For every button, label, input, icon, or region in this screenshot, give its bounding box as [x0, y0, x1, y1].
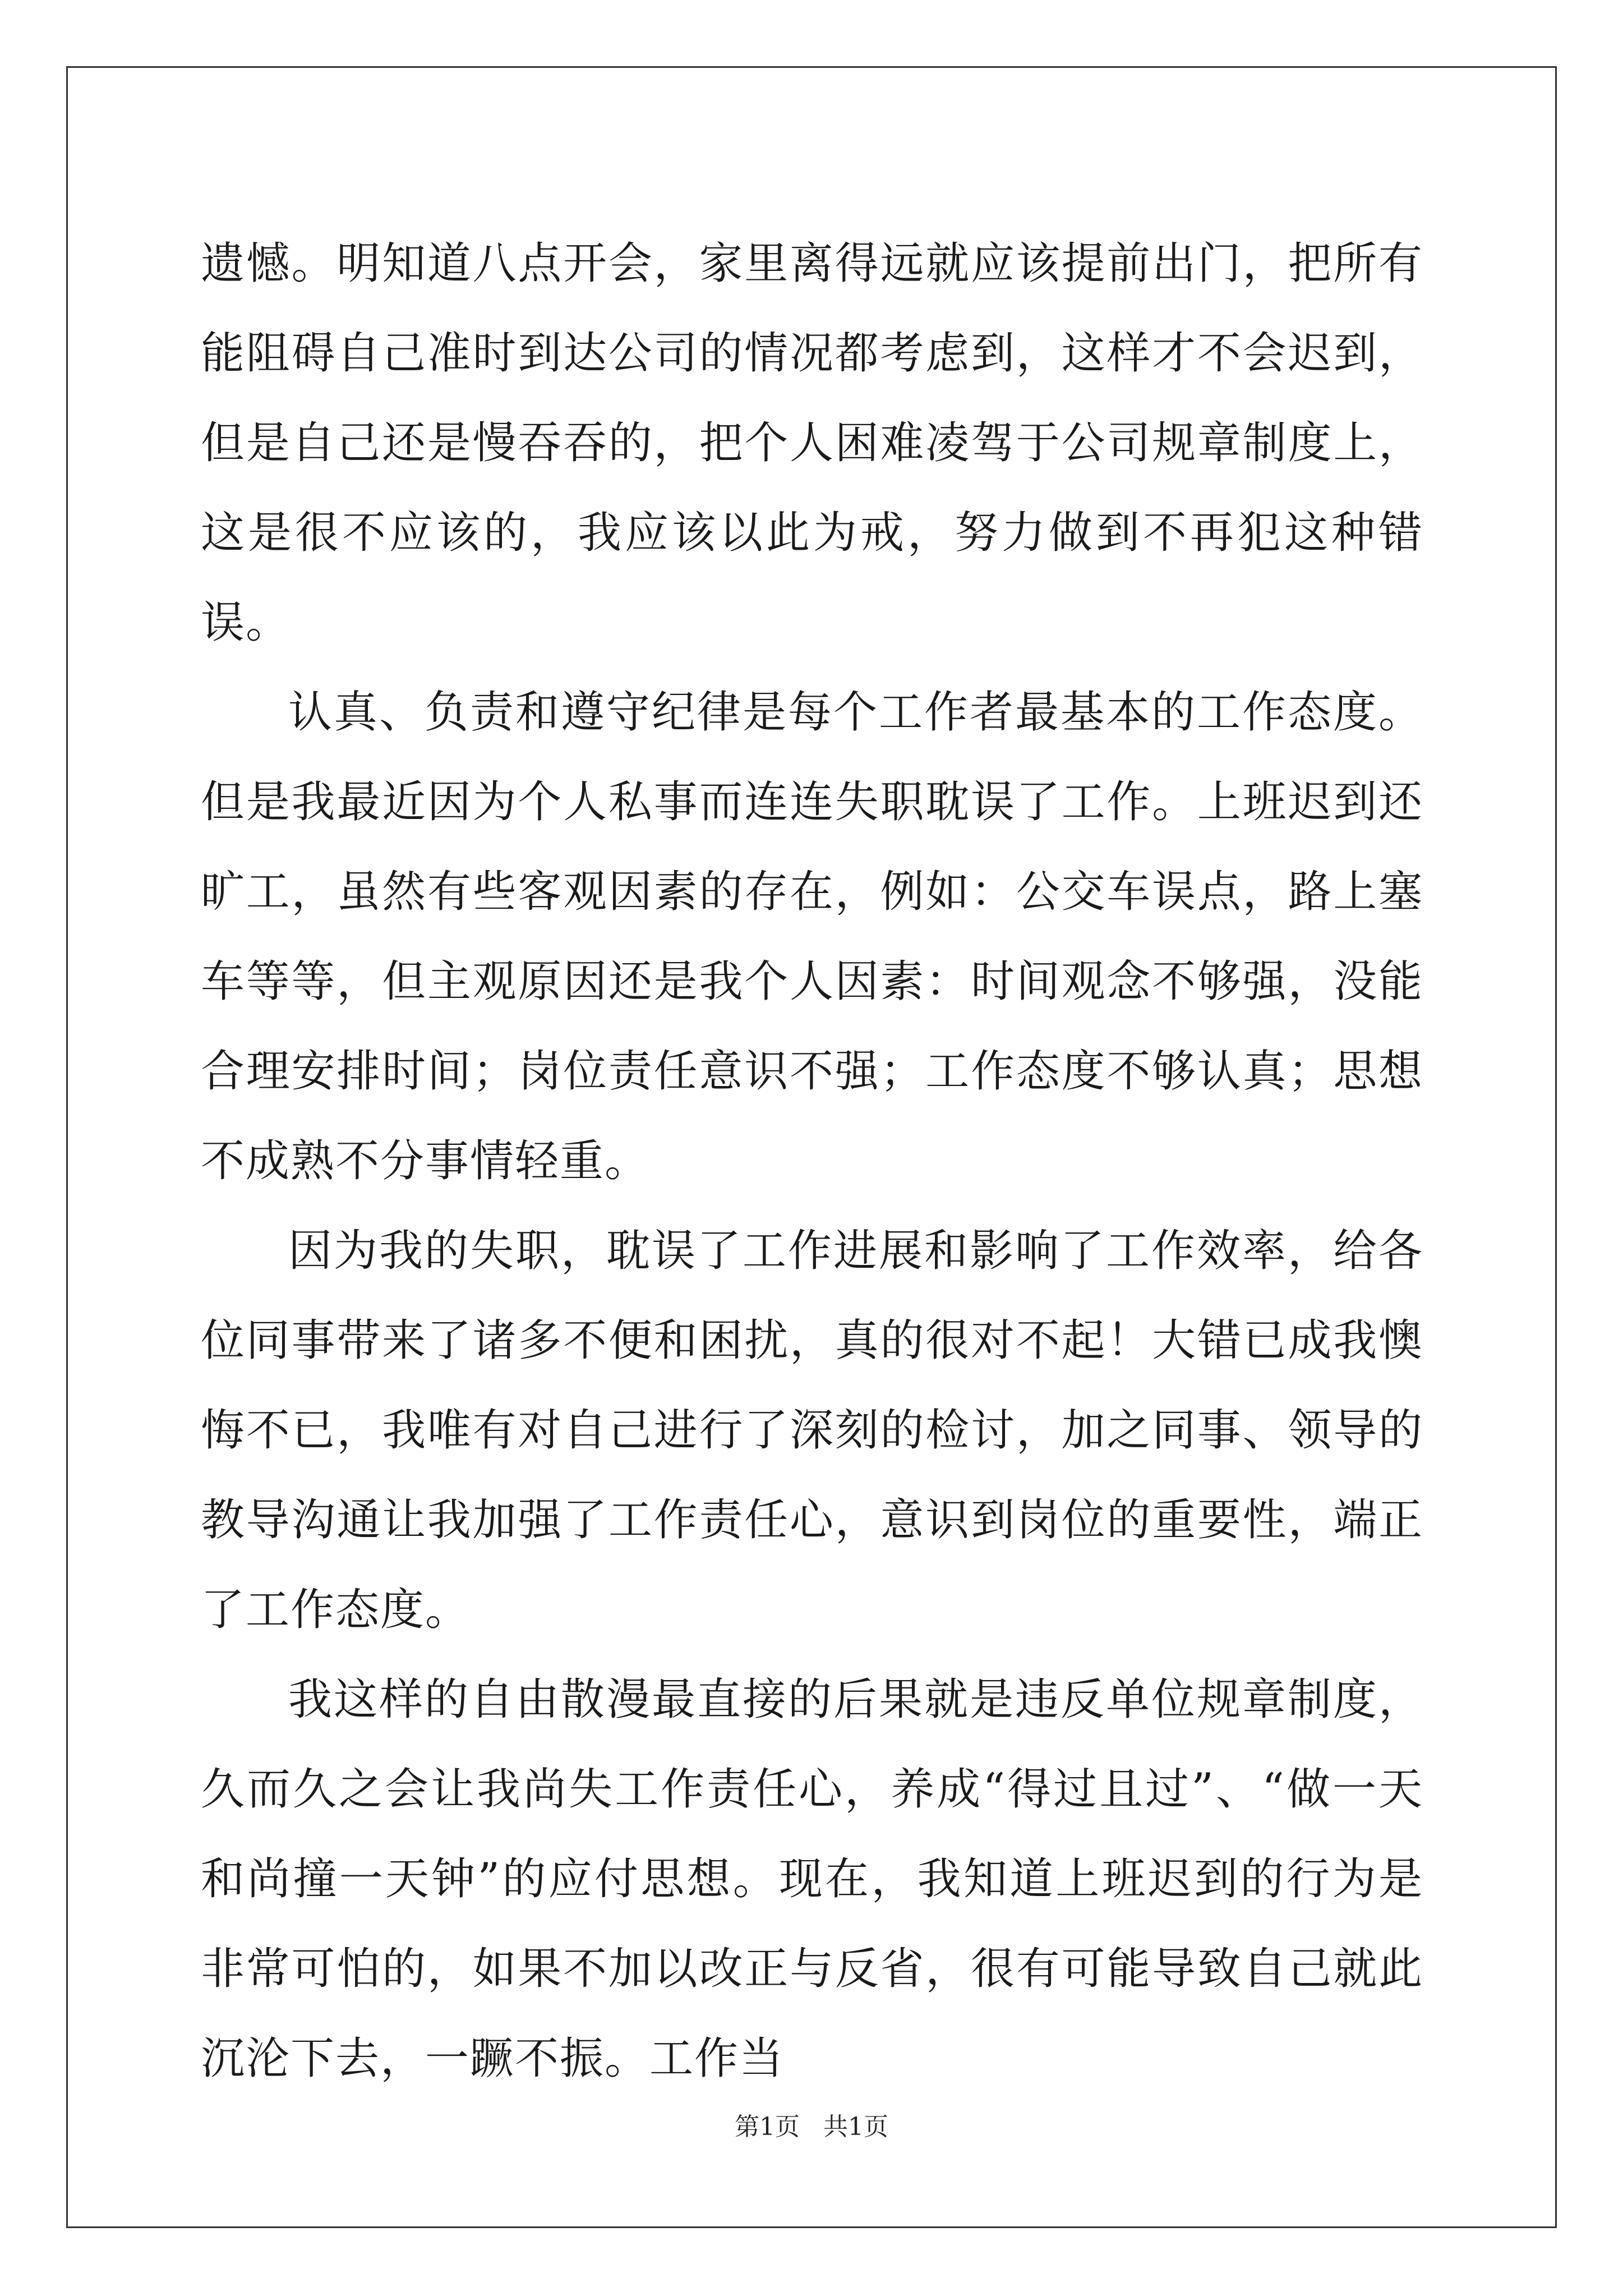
paragraph-3: 因为我的失职，耽误了工作进展和影响了工作效率，给各位同事带来了诸多不便和困扰，真的很对不起！大错已成我懊悔不已，我唯有对自己进行了深刻的检讨，加之同事、领导的教导沟通让我加强了工作责任心，意识到岗位的重要性，端正了工作态度。 [201, 1226, 1423, 1635]
page-number-total: 共1页 [823, 2113, 888, 2141]
paragraph-1: 遗憾。明知道八点开会，家里离得远就应该提前出门，把所有能阻碍自己准时到达公司的情况都考虑到，这样才不会迟到，但是自己还是慢吞吞的，把个人困难凌驾于公司规章制度上，这是很不应该的，我应该以此为戒，努力做到不再犯这种错误。 [201, 238, 1423, 648]
paragraph-2: 认真、负责和遵守纪律是每个工作者最基本的工作态度。但是我最近因为个人私事而连连失职耽误了工作。上班迟到还旷工，虽然有些客观因素的存在，例如：公交车误点，路上塞车等等，但主观原因还是我个人因素：时间观念不够强，没能合理安排时间；岗位责任意识不强；工作态度不够认真；思想不成熟不分事情轻重。 [201, 687, 1423, 1186]
page-footer [0, 2110, 1623, 2144]
document-body [201, 219, 1423, 2104]
page-number-current: 第1页 [735, 2113, 800, 2141]
paragraph-4: 我这样的自由散漫最直接的后果就是违反单位规章制度，久而久之会让我尚失工作责任心，养成“得过且过”、“做一天和尚撞一天钟”的应付思想。现在，我知道上班迟到的行为是非常可怕的，如果不加以改正与反省，很有可能导致自己就此沉沦下去，一蹶不振。工作当 [201, 1674, 1423, 2084]
